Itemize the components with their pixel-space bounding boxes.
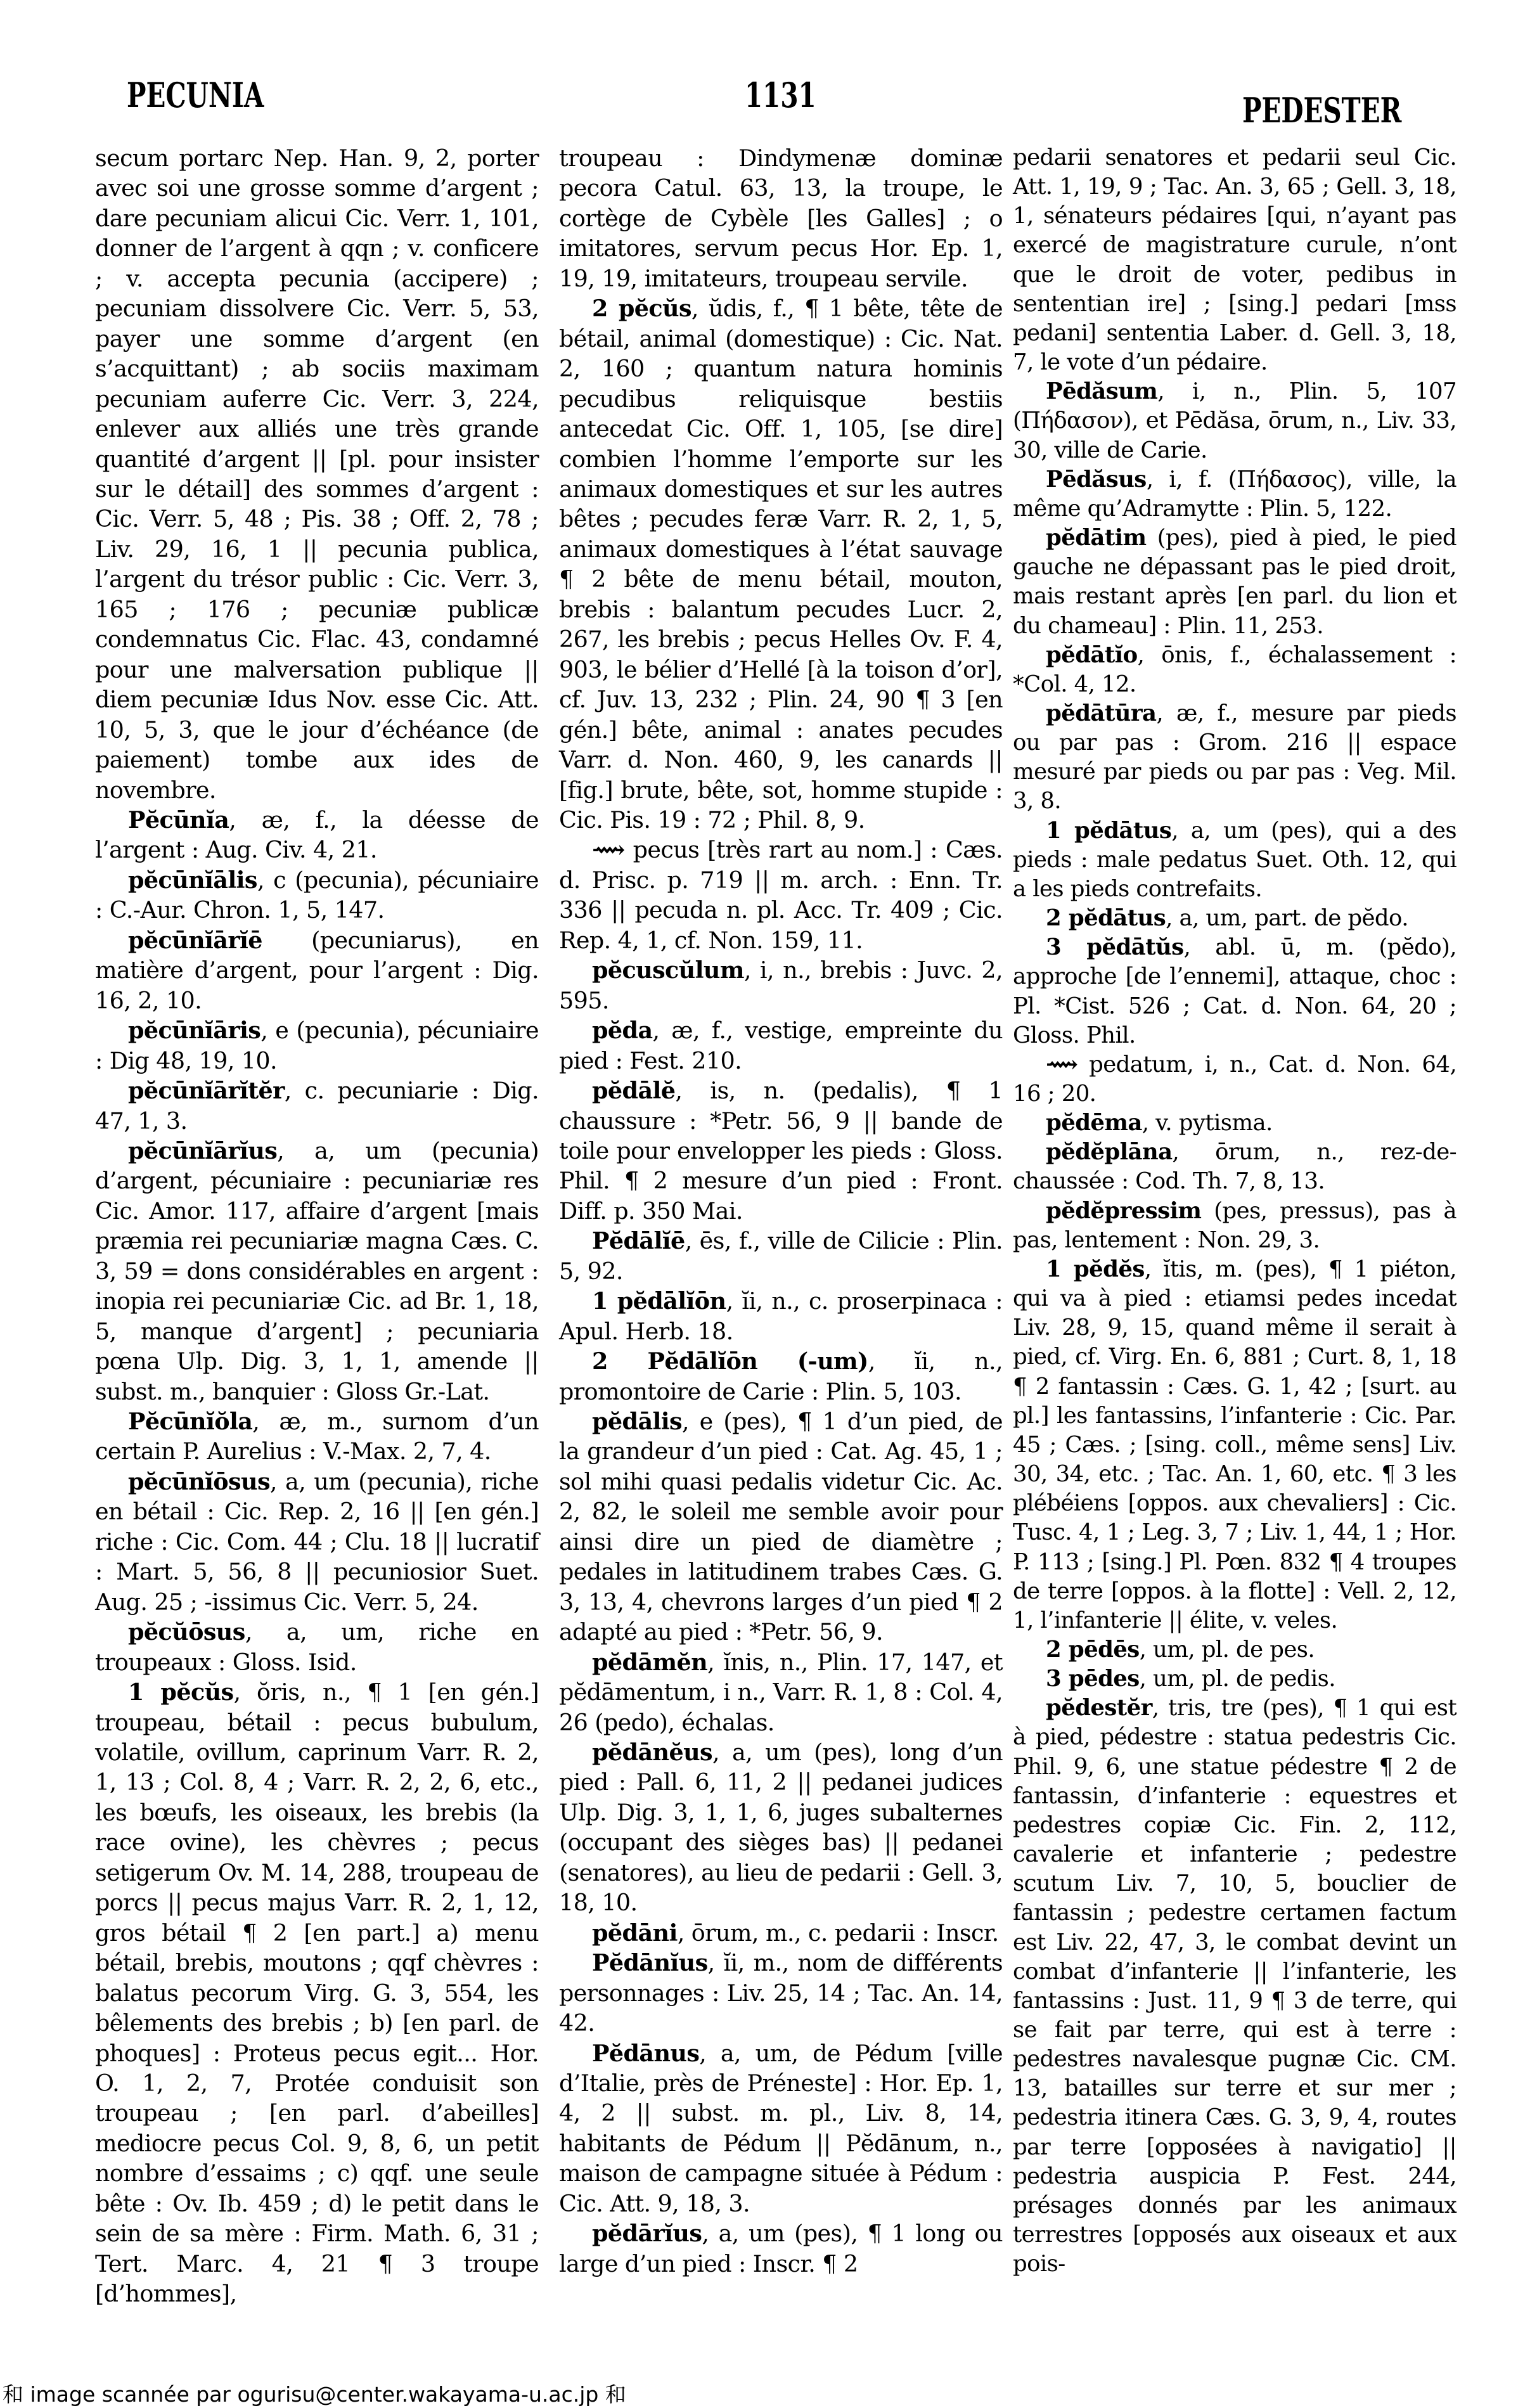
dictionary-entry: pĕdĕpressim (pes, pressus), pas à pas, lentement : Non. 29, 3. xyxy=(1013,1197,1457,1253)
dictionary-entry: Pĕdālĭē, ēs, f., ville de Cilicie : Plin. 5, 92. xyxy=(559,1227,1003,1285)
dictionary-entry: Pĕcūnĭa, æ, f., la déesse de l’argent : Aug. Civ. 4, 21. xyxy=(95,806,539,864)
headword: 1 pĕdālĭōn xyxy=(592,1287,726,1315)
headword: pĕdātĭo xyxy=(1046,641,1138,668)
dictionary-entry: pĕcūnĭārĭtĕr, c. pecuniarie : Dig. 47, 1, 3. xyxy=(95,1077,539,1135)
headword: ⟿ xyxy=(1046,1051,1078,1078)
headword: pĕdātim xyxy=(1046,525,1147,551)
dictionary-entry: pĕcūnĭāris, e (pecunia), pécuniaire : Dig 48, 19, 10. xyxy=(95,1017,539,1074)
headword: Pĕdānĭus xyxy=(592,1949,708,1977)
headword: pĕdĕplāna xyxy=(1046,1139,1173,1166)
dictionary-entry: 1 pĕdālĭōn, ĭi, n., c. proserpinaca : Apul. Herb. 18. xyxy=(559,1287,1003,1345)
scan-credit: 和 image scannée par ogurisu@center.wakayama-u.ac.jp 和 xyxy=(3,2382,626,2407)
headword: pĕdestĕr xyxy=(1046,1695,1152,1722)
dictionary-entry: 1 pĕcŭs, ŏris, n., ¶ 1 [en gén.] troupeau, bétail : pecus bubulum, volatile, ovillum, caprinum Varr. R. 2, 1, 13 ; Col. 8, 4 ; Varr. R. 2, 2, 6, etc., les bœufs, les oiseaux, les brebis (la race ovine), les chèvres ; pecus setigerum Ov. M. 14, 288, troupeau de porcs || pecus majus Varr. R. 2, 1, 12, gros bétail ¶ 2 [en part.] a) menu bétail, brebis, moutons ; qqf chèvres : balatus pecorum Virg. G. 3, 554, les bêlements des brebis ; b) [en parl. de phoques] : Proteus pecus egit... Hor. O. 1, 2, 7, Protée conduisit son troupeau ; [en parl. d’abeilles] mediocre pecus Col. 9, 8, 6, un petit nombre d’essaims ; c) qqf. une seule bête : Ov. Ib. 459 ; d) le petit dans le sein de sa mère : Firm. Math. 6, 31 ; Tert. Marc. 4, 21 ¶ 3 troupe [d’hommes], xyxy=(95,1678,539,2308)
page-number: 1131 xyxy=(745,75,816,115)
dictionary-entry: 3 pēdes, um, pl. de pedis. xyxy=(1046,1666,1335,1692)
column-2 xyxy=(559,143,1003,2279)
dictionary-entry: pĕdātim (pes), pied à pied, le pied gauche ne dépassant pas le pied droit, mais restant après [en parl. du lion et du chameau] : Plin. 11, 253. xyxy=(1013,525,1457,639)
headword: pĕda xyxy=(592,1017,653,1045)
running-head-left: PECUNIA xyxy=(127,75,264,115)
dictionary-entry: 1 pĕdātus, a, um (pes), qui a des pieds : male pedatus Suet. Oth. 12, qui a les pieds contrefaits. xyxy=(1013,817,1457,902)
headword: pĕdēma xyxy=(1046,1110,1142,1136)
dictionary-entry: pĕdestĕr, tris, tre (pes), ¶ 1 qui est à pied, pédestre : statua pedestris Cic. Phil. 9, 6, une statue pédestre ¶ 2 de fantassin, d’infanterie : equestres et pedestres copiæ Cic. Fin. 2, 112, cavalerie et infanterie ; pedestre scutum Liv. 7, 10, 5, bouclier de fantassin ; pedestre certamen factum est Liv. 22, 47, 3, le combat devint un combat d’infanterie || l’infanterie, les fantassins : Just. 11, 9 ¶ 3 de terre, qui se fait par terre, qui est à terre : pedestres navalesque pugnæ Cic. CM. 13, batailles sur terre et sur mer ; pedestria itinera Cæs. G. 3, 9, 4, routes par terre [opposées à navigatio] || pedestria auspicia P. Fest. 244, présages donnés par les animaux terrestres [opposés aux oiseaux et aux pois- xyxy=(1013,1695,1457,2277)
headword: pĕdālĕ xyxy=(592,1077,676,1105)
running-head-right: PEDESTER xyxy=(1242,90,1402,131)
headword: Pēdăsus xyxy=(1046,466,1147,493)
dictionary-entry: pĕcŭōsus, a, um, riche en troupeaux : Gloss. Isid. xyxy=(95,1618,539,1676)
dictionary-entry: secum portarc Nep. Han. 9, 2, porter avec soi une grosse somme d’argent ; dare pecuniam alicui Cic. Verr. 1, 101, donner de l’argent à qqn ; v. conficere ; v. accepta pecunia (accipere) ; pecuniam dissolvere Cic. Verr. 5, 53, payer une somme d’argent (en s’acquittant) ; ab sociis maximam pecuniam auferre Cic. Verr. 3, 224, enlever aux alliés une très grande quantité d’argent || [pl. pour insister sur le détail] des sommes d’argent : Cic. Verr. 5, 48 ; Pis. 38 ; Off. 2, 78 ; Liv. 29, 16, 1 || pecunia publica, l’argent du trésor public : Cic. Verr. 3, 165 ; 176 ; pecuniæ publicæ condemnatus Cic. Flac. 43, condamné pour une malversation publique || diem pecuniæ Idus Nov. esse Cic. Att. 10, 5, 3, que le jour d’échéance (de paiement) tombe aux ides de novembre. xyxy=(95,145,539,804)
headword: 2 pĕdātus xyxy=(1046,905,1166,932)
headword: 2 Pĕdālĭōn (-um) xyxy=(592,1348,868,1375)
headword: pĕdāni xyxy=(592,1919,678,1947)
dictionary-entry: pĕcūnĭārĭus, a, um (pecunia) d’argent, pécuniaire : pecuniariæ res Cic. Amor. 117, affaire d’argent [mais præmia rei pecuniariæ magna Cæs. C. 3, 59 = dons considérables en argent : inopia rei pecuniariæ Cic. ad Br. 1, 18, 5, manque d’argent] ; pecuniaria pœna Ulp. Dig. 3, 1, 1, amende || subst. m., banquier : Gloss Gr.-Lat. xyxy=(95,1136,539,1405)
headword: Pĕcūnĭa xyxy=(128,806,229,834)
dictionary-entry: Pĕdānĭus, ĭi, m., nom de différents personnages : Liv. 25, 14 ; Tac. An. 14, 42. xyxy=(559,1949,1003,2037)
headword: 1 pĕdātus xyxy=(1046,817,1172,844)
headword: pĕcūnĭārĭtĕr xyxy=(128,1077,285,1105)
dictionary-entry: Pēdăsum, i, n., Plin. 5, 107 (Πήδασον), et Pēdăsa, ōrum, n., Liv. 33, 30, ville de Carie. xyxy=(1013,378,1457,463)
dictionary-entry: Pĕdānus, a, um, de Pédum [ville d’Italie, près de Préneste] : Hor. Ep. 1, 4, 2 || subst. m. pl., Liv. 8, 14, habitants de Pédum || Pĕdānum, n., maison de campagne située à Pédum : Cic. Att. 9, 18, 3. xyxy=(559,2039,1003,2217)
headword: Pĕcūnĭŏla xyxy=(128,1408,253,1436)
headword: pĕcŭōsus xyxy=(128,1618,245,1646)
headword: ⟿ xyxy=(592,836,625,864)
dictionary-entry: pĕcūnĭārĭē (pecuniarus), en matière d’argent, pour l’argent : Dig. 16, 2, 10. xyxy=(95,926,539,1014)
dictionary-entry: Pĕcūnĭŏla, æ, m., surnom d’un certain P. Aurelius : V.-Max. 2, 7, 4. xyxy=(95,1408,539,1465)
headword: pĕdānĕus xyxy=(592,1739,712,1767)
dictionary-entry: pĕdĕplāna, ōrum, n., rez-de-chaussée : Cod. Th. 7, 8, 13. xyxy=(1013,1139,1457,1195)
headword: 3 pēdes xyxy=(1046,1666,1140,1692)
headword: pĕcūnĭārĭē xyxy=(128,926,262,954)
dictionary-entry: 2 pēdēs, um, pl. de pes. xyxy=(1046,1636,1315,1663)
headword: pĕdārĭus xyxy=(592,2220,702,2248)
dictionary-entry: pĕdāmĕn, ĭnis, n., Plin. 17, 147, et pĕdāmentum, i n., Varr. R. 1, 8 : Col. 4, 26 (pedo), échalas. xyxy=(559,1648,1003,1736)
dictionary-entry: 2 pĕcŭs, ŭdis, f., ¶ 1 bête, tête de bétail, animal (domestique) : Cic. Nat. 2, 160 ; quantum natura hominis pecudibus reliquisque bestiis antecedat Cic. Off. 1, 105, [se dire] combien l’homme l’emporte sur les animaux domestiques et sur les autres bêtes ; pecudes feræ Varr. R. 2, 1, 5, animaux domestiques à l’état sauvage ¶ 2 bête de menu bétail, mouton, brebis : balantum pecudes Lucr. 2, 267, les brebis ; pecus Helles Ov. F. 4, 903, le bélier d’Hellé [à la toison d’or], cf. Juv. 13, 232 ; Plin. 24, 90 ¶ 3 [en gén.] bête, animal : anates pecudes Varr. d. Non. 460, 9, les canards || [fig.] brute, bête, sot, homme stupide : Cic. Pis. 19 : 72 ; Phil. 8, 9. xyxy=(559,295,1003,834)
dictionary-entry: ⟿ pedatum, i, n., Cat. d. Non. 64, 16 ; 20. xyxy=(1013,1051,1457,1107)
headword: pĕdātūra xyxy=(1046,700,1157,726)
dictionary-entry: pedarii senatores et pedarii seul Cic. Att. 1, 19, 9 ; Tac. An. 3, 65 ; Gell. 3, 18, 1, sénateurs pédaires [qui, n’ayant pas exercé de magistrature curule, n’ont que le droit de voter, pedibus in sententian ire] ; [sing.] pedari [mss pedani] sententia Laber. d. Gell. 3, 18, 7, le vote d’un pédaire. xyxy=(1013,145,1457,376)
headword: pĕcūnĭāris xyxy=(128,1017,261,1045)
dictionary-entry: pĕcūnĭālis, c (pecunia), pécuniaire : C.-Aur. Chron. 1, 5, 147. xyxy=(95,866,539,924)
dictionary-entry: pĕdālĕ, is, n. (pedalis), ¶ 1 chaussure : *Petr. 56, 9 || bande de toile pour envelopper les pieds : Gloss. Phil. ¶ 2 mesure d’un pied : Front. Diff. p. 350 Mai. xyxy=(559,1077,1003,1225)
headword: 1 pĕcŭs xyxy=(128,1678,234,1706)
headword: pĕcūnĭālis xyxy=(128,866,257,894)
dictionary-entry: Pēdăsus, i, f. (Πήδασος), ville, la même qu’Adramytte : Plin. 5, 122. xyxy=(1013,466,1457,522)
dictionary-entry: pĕcuscŭlum, i, n., brebis : Juvc. 2, 595. xyxy=(559,956,1003,1014)
dictionary-entry: pĕda, æ, f., vestige, empreinte du pied : Fest. 210. xyxy=(559,1017,1003,1074)
dictionary-entry: 2 Pĕdālĭōn (-um), ĭi, n., promontoire de Carie : Plin. 5, 103. xyxy=(559,1348,1003,1405)
dictionary-entry: pĕdēma, v. pytisma. xyxy=(1046,1110,1273,1136)
dictionary-entry: pĕdāni, ōrum, m., c. pedarii : Inscr. xyxy=(592,1919,999,1947)
headword: pĕdālis xyxy=(592,1408,682,1436)
headword: Pĕdālĭē xyxy=(592,1227,685,1255)
headword: pĕcūnĭārĭus xyxy=(128,1136,278,1164)
dictionary-entry: pĕdātūra, æ, f., mesure par pieds ou par pas : Grom. 216 || espace mesuré par pieds ou par pas : Veg. Mil. 3, 8. xyxy=(1013,700,1457,814)
headword: 1 pĕdĕs xyxy=(1046,1256,1145,1282)
headword: 2 pĕcŭs xyxy=(592,295,691,323)
dictionary-entry: 1 pĕdĕs, ĭtis, m. (pes), ¶ 1 piéton, qui va à pied : etiamsi pedes incedat Liv. 28, 9, 15, quand même il serait à pied, cf. Virg. En. 6, 881 ; Curt. 8, 1, 18 ¶ 2 fantassin : Cæs. G. 1, 42 ; [surt. au pl.] les fantassins, l’infanterie : Cic. Par. 45 ; Cæs. ; [sing. coll., même sens] Liv. 30, 34, etc. ; Tac. An. 1, 60, etc. ¶ 3 les plébéiens [oppos. aux chevaliers] : Cic. Tusc. 4, 1 ; Leg. 3, 7 ; Liv. 1, 44, 1 ; Hor. P. 113 ; [sing.] Pl. Pœn. 832 ¶ 4 troupes de terre [oppos. à la flotte] : Vell. 2, 12, 1, l’infanterie || élite, v. veles. xyxy=(1013,1256,1457,1633)
dictionary-entry: pĕdātĭo, ōnis, f., échalassement : *Col. 4, 12. xyxy=(1013,641,1457,697)
headword: Pĕdānus xyxy=(592,2039,700,2067)
headword: pĕdĕpressim xyxy=(1046,1197,1202,1224)
headword: 2 pēdēs xyxy=(1046,1636,1140,1663)
headword: pĕcūnĭōsus xyxy=(128,1467,270,1495)
headword: pĕdāmĕn xyxy=(592,1648,708,1676)
headword: 3 pĕdātŭs xyxy=(1046,934,1184,961)
headword: pĕcuscŭlum xyxy=(592,956,744,984)
dictionary-entry: pĕdālis, e (pes), ¶ 1 d’un pied, de la grandeur d’un pied : Cat. Ag. 45, 1 ; sol mihi quasi pedalis videtur Cic. Ac. 2, 82, le soleil me semble avoir pour ainsi dire un pied de diamètre ; pedales in latitudinem trabes Cæs. G. 3, 13, 4, chevrons larges d’un pied ¶ 2 adapté au pied : *Petr. 56, 9. xyxy=(559,1408,1003,1646)
dictionary-entry: pĕcūnĭōsus, a, um (pecunia), riche en bétail : Cic. Rep. 2, 16 || [en gén.] riche : Cic. Com. 44 ; Clu. 18 || lucratif : Mart. 5, 56, 8 || pecuniosior Suet. Aug. 25 ; -issimus Cic. Verr. 5, 24. xyxy=(95,1467,539,1616)
column-3 xyxy=(1013,143,1457,2279)
dictionary-entry: 2 pĕdātus, a, um, part. de pĕdo. xyxy=(1046,905,1408,932)
headword: Pēdăsum xyxy=(1046,378,1158,405)
column-1 xyxy=(95,143,539,2309)
dictionary-entry: ⟿ pecus [très rart au nom.] : Cæs. d. Prisc. p. 719 || m. arch. : Enn. Tr. 336 || pecuda n. pl. Acc. Tr. 409 ; Cic. Rep. 4, 1, cf. Non. 159, 11. xyxy=(559,836,1003,954)
dictionary-entry: troupeau : Dindymenæ dominæ pecora Catul. 63, 13, la troupe, le cortège de Cybèle [les Galles] ; o imitatores, servum pecus Hor. Ep. 1, 19, 19, imitateurs, troupeau servile. xyxy=(559,145,1003,292)
dictionary-entry: 3 pĕdātŭs, abl. ū, m. (pĕdo), approche [de l’ennemi], attaque, choc : Pl. *Cist. 526 ; Cat. d. Non. 64, 20 ; Gloss. Phil. xyxy=(1013,934,1457,1048)
dictionary-entry: pĕdānĕus, a, um (pes), long d’un pied : Pall. 6, 11, 2 || pedanei judices Ulp. Dig. 3, 1, 1, 6, juges subalternes (occupant des sièges bas) || pedanei (senatores), au lieu de pedarii : Gell. 3, 18, 10. xyxy=(559,1739,1003,1917)
dictionary-entry: pĕdārĭus, a, um (pes), ¶ 1 long ou large d’un pied : Inscr. ¶ 2 xyxy=(559,2220,1003,2277)
